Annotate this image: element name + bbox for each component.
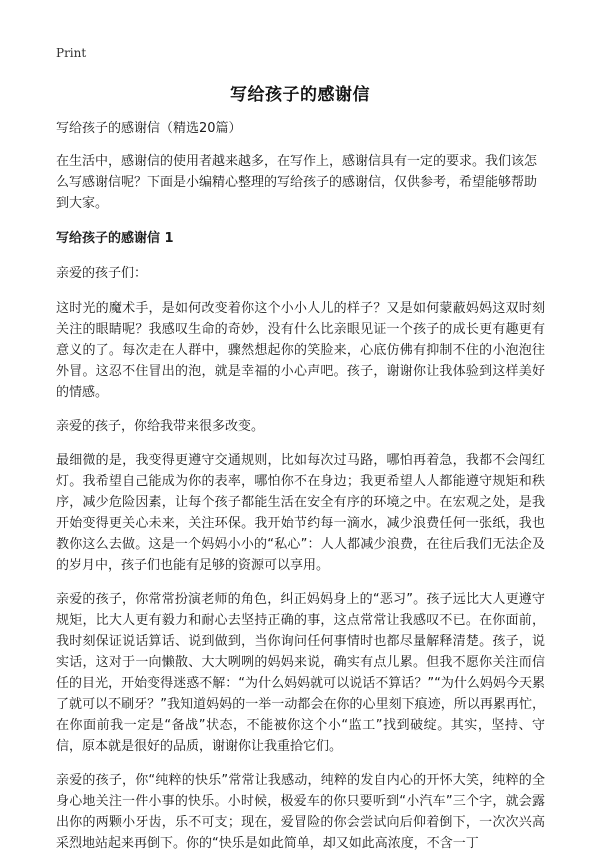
page-title: 写给孩子的感谢信 [230, 85, 370, 105]
letter-paragraph: 亲爱的孩子，你给我带来很多改变。 [56, 419, 265, 434]
letter-paragraph: 这时光的魔术手，是如何改变着你这个小小人儿的样子？又是如何蒙蔽妈妈这双时刻关注的眼睛呢？我感叹生命的奇妙，没有什么比亲眼见证一个孩子的成长更有趣更有意义的了。每次走在人群中，骤然想起你的笑脸来，心底仿佛有抑制不住的小泡泡往外冒。这忍不住冒出的泡，就是幸福的小心声吧。孩子，谢谢你让我体验到这样美好的情感。 [56, 301, 545, 400]
letter-paragraph: 最细微的是，我变得更遵守交通规则，比如每次过马路，哪怕再着急，我都不会闯红灯。我希望自己能成为你的表率，哪怕你不在身边；我更希望人人都能遵守规矩和秩序，减少危险因素，让每个孩子都能生活在安全有序的环境之中。在宏观之处，是我开始变得更关心未来，关注环保。我开始节约每一滴水，减少浪费任何一张纸，我也教你这么去做。这是一个妈妈小小的“私心”：人人都减少浪费，在往后我们无法企及的岁月中，孩子们也能有足够的资源可以享用。 [56, 453, 545, 573]
letter-paragraph: 亲爱的孩子，你“纯粹的快乐”常常让我感动，纯粹的发自内心的开怀大笑，纯粹的全身心地关注一件小事的快乐。小时候，极爱车的你只要听到“小汽车”三个字，就会露出你的两颗小牙齿，乐不可支；现在，爱冒险的你会尝试向后仰着倒下，一次次兴高采烈地站起来再倒下。你的“快乐是如此简单，却又如此高浓度，不含一丁 [56, 773, 545, 851]
intro-paragraph: 在生活中，感谢信的使用者越来越多，在写作上，感谢信具有一定的要求。我们该怎么写感谢信呢？下面是小编精心整理的写给孩子的感谢信，仅供参考，希望能够帮助到大家。 [56, 154, 538, 211]
section-heading: 写给孩子的感谢信 1 [56, 231, 174, 246]
article-subtitle: 写给孩子的感谢信（精选20篇） [56, 121, 242, 136]
article-body [56, 118, 545, 867]
letter-paragraph: 亲爱的孩子，你常常扮演老师的角色，纠正妈妈身上的“恶习”。孩子远比大人更遵守规矩，比大人更有毅力和耐心去坚持正确的事，这点常常让我感叹不已。在你面前，我时刻保证说话算话、说到做到，当你询问任何事情时也都尽量解释清楚。孩子，说实话，这对于一向懒散、大大咧咧的妈妈来说，确实有点儿累。但我不愿你关注而信任的目光，开始变得迷惑不解：“为什么妈妈就可以说话不算话？”“为什么妈妈今天累了就可以不刷牙？”我知道妈妈的一举一动都会在你的心里刻下痕迹，所以再累再忙，在你面前我一定是“备战”状态，不能被你这个小“监工”找到破绽。其实，坚持、守信，原本就是很好的品质，谢谢你让我重拾它们。 [56, 592, 545, 754]
print-link[interactable]: Print [56, 46, 87, 60]
letter-greeting: 亲爱的孩子们： [56, 266, 148, 281]
